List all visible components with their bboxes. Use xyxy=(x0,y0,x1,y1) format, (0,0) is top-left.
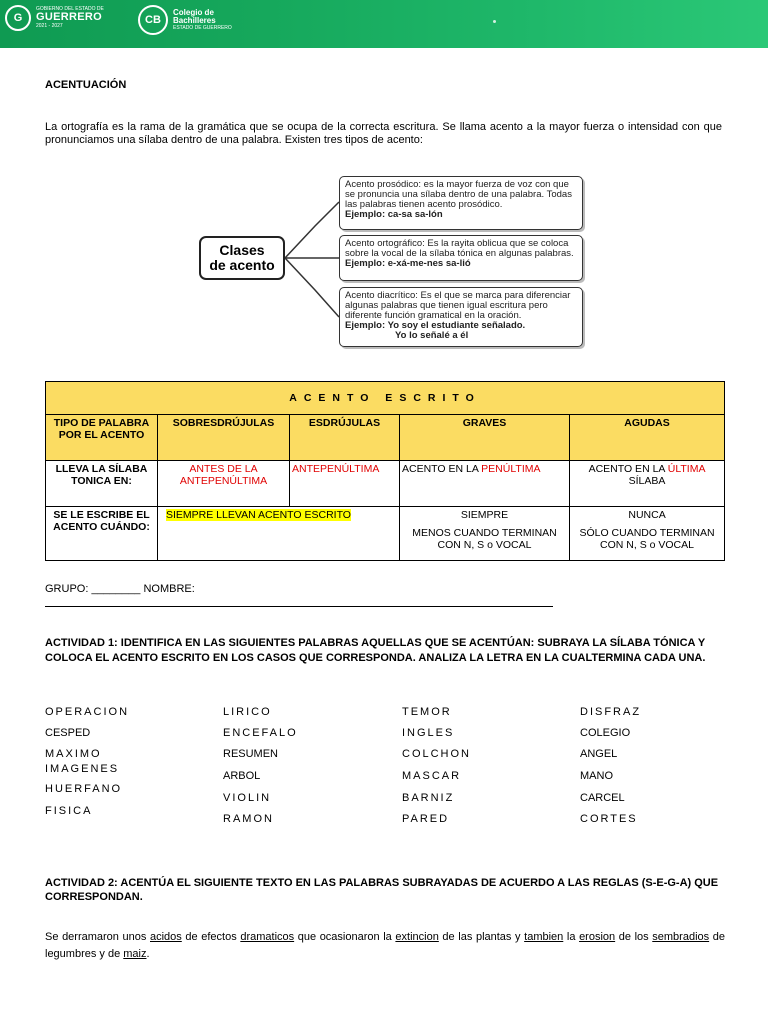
list-item: TEMOR xyxy=(402,706,452,718)
cobach-line3: ESTADO DE GUERRERO xyxy=(173,24,232,31)
list-item: LIRICO xyxy=(223,706,272,718)
row2-agudas-main: NUNCA xyxy=(628,509,666,521)
row2-always-text: SIEMPRE LLEVAN ACENTO ESCRITO xyxy=(166,509,351,521)
document-title: ACENTUACIÓN xyxy=(45,79,127,91)
row1-agudas-post: SÍLABA xyxy=(628,475,666,487)
header-graves: GRAVES xyxy=(400,415,570,461)
prosodic-text: Acento prosódico: es la mayor fuerza de voz con que se pronuncia una sílaba dentro de una palabra. Todas las palabras tienen acento prosódico. xyxy=(345,179,572,210)
row1-graves-pre: ACENTO EN LA xyxy=(402,463,482,475)
row1-sobresdrujulas: ANTES DE LA ANTEPENÚLTIMA xyxy=(158,461,290,507)
row1-esdrujulas: ANTEPENÚLTIMA xyxy=(290,461,400,507)
row2-agudas-exception: SÓLO CUANDO TERMINAN CON N, S o VOCAL xyxy=(579,527,715,551)
table-row xyxy=(46,461,725,507)
activity2-instruction: ACTIVIDAD 2: ACENTÚA EL SIGUIENTE TEXTO EN LAS PALABRAS SUBRAYADAS DE ACUERDO A LAS REGLAS (S-E-G-A) QUE CORRESPONDAN. xyxy=(45,877,719,903)
gov-years: 2021 - 2027 xyxy=(36,22,63,29)
header-tipo: TIPO DE PALABRA POR EL ACENTO xyxy=(46,415,158,461)
row2-graves-exception: MENOS CUANDO TERMINAN CON N, S o VOCAL xyxy=(412,527,557,551)
list-item: ANGEL xyxy=(580,748,618,760)
diacritic-example-2: Yo lo señalé a él xyxy=(395,330,469,341)
intro-paragraph: La ortografía es la rama de la gramática que se ocupa de la correcta escritura. Se llama acento a la mayor fuerza o intensidad con que pronunciamos una sílaba dentro de una palabra. Existen tres tipos de acento: xyxy=(45,121,722,146)
text-segment: de las plantas y xyxy=(438,931,525,943)
name-underline xyxy=(45,606,553,607)
underlined-word: dramaticos xyxy=(240,931,295,943)
row2-graves xyxy=(400,507,570,561)
list-item: MASCAR xyxy=(402,770,462,782)
list-item: MANO xyxy=(580,770,613,782)
orthographic-example: Ejemplo: e-xá-me-nes sa-lió xyxy=(345,258,471,269)
list-item: ARBOL xyxy=(223,770,261,782)
list-item: MAXIMO xyxy=(45,748,102,760)
list-item: VIOLIN xyxy=(223,792,272,804)
underlined-word: maiz xyxy=(123,948,147,960)
list-item: BARNIZ xyxy=(402,792,455,804)
list-item: COLCHON xyxy=(402,748,472,760)
table-header-row xyxy=(46,415,725,461)
header-esdrujulas: ESDRÚJULAS xyxy=(290,415,400,461)
state-seal-icon: G xyxy=(5,5,31,31)
cobach-logo xyxy=(138,5,232,35)
row1-graves-highlight: PENÚLTIMA xyxy=(481,463,541,475)
diacritic-accent-box xyxy=(339,287,583,347)
table-title: ACENTO ESCRITO xyxy=(46,382,725,415)
list-item: OPERACION xyxy=(45,706,130,718)
prosodic-accent-box xyxy=(339,176,583,230)
row2-graves-main: SIEMPRE xyxy=(460,509,509,521)
header-agudas: AGUDAS xyxy=(570,415,725,461)
underlined-word: tambien xyxy=(524,931,564,943)
table-row xyxy=(46,507,725,561)
list-item: CORTES xyxy=(580,813,638,825)
list-item: RESUMEN xyxy=(223,748,279,760)
row1-agudas-pre: ACENTO EN LA xyxy=(588,463,668,475)
list-item: CARCEL xyxy=(580,792,625,804)
list-item: ENCEFALO xyxy=(223,727,298,739)
text-segment: que ocasionaron la xyxy=(294,931,396,943)
diacritic-example-1: Ejemplo: Yo soy el estudiante señalado. xyxy=(345,320,526,331)
row1-graves xyxy=(400,461,570,507)
list-item: CESPED xyxy=(45,727,91,739)
underlined-word: erosion xyxy=(579,931,616,943)
activity2-paragraph xyxy=(45,929,725,963)
list-item: DISFRAZ xyxy=(580,706,642,718)
table-title-row xyxy=(46,382,725,415)
header-banner xyxy=(0,0,768,48)
underlined-word: sembradios xyxy=(652,931,710,943)
text-segment: de legumbres y de xyxy=(45,931,725,960)
accent-table xyxy=(45,381,725,561)
underlined-word: acidos xyxy=(150,931,182,943)
grupo-nombre-field[interactable]: GRUPO: ________ NOMBRE: xyxy=(45,583,195,595)
center-line2: de acento xyxy=(209,257,275,273)
gov-name: GUERRERO xyxy=(36,11,102,24)
list-item: IMAGENES xyxy=(45,763,120,775)
diagram-center-box xyxy=(199,236,285,280)
text-segment: . xyxy=(146,948,150,960)
text-segment: la xyxy=(563,931,580,943)
list-item: HUERFANO xyxy=(45,783,123,795)
row2-label: SE LE ESCRIBE EL ACENTO CUÁNDO: xyxy=(46,507,158,561)
cobach-line2: Bachilleres xyxy=(173,16,216,26)
diacritic-text: Acento diacrítico: Es el que se marca para diferenciar algunas palabras que tienen igual escritura pero diferente función gramatical en la oración. xyxy=(345,290,571,321)
header-sobresdrujulas: SOBRESDRÚJULAS xyxy=(158,415,290,461)
list-item: INGLES xyxy=(402,727,455,739)
text-segment: de efectos xyxy=(181,931,241,943)
text-segment: Se derramaron unos xyxy=(45,931,150,943)
row1-agudas xyxy=(570,461,725,507)
row2-sobre-esdr xyxy=(158,507,400,561)
list-item: PARED xyxy=(402,813,450,825)
text-segment: de los xyxy=(615,931,653,943)
underlined-word: extincion xyxy=(395,931,439,943)
center-line1: Clases xyxy=(219,242,265,258)
guerrero-logo xyxy=(5,5,104,31)
gov-small-text: GOBIERNO DEL ESTADO DE xyxy=(36,5,104,12)
orthographic-text: Acento ortográfico: Es la rayita oblicua que se coloca sobre la vocal de la sílaba tónica en algunas palabras. xyxy=(345,238,574,259)
row1-label: LLEVA LA SÍLABA TONICA EN: xyxy=(46,461,158,507)
cobach-line1: Colegio de xyxy=(173,7,214,17)
cobach-seal-icon: CB xyxy=(138,5,168,35)
list-item: COLEGIO xyxy=(580,727,631,739)
list-item: FISICA xyxy=(45,805,93,817)
orthographic-accent-box xyxy=(339,235,583,281)
prosodic-example: Ejemplo: ca-sa sa-lón xyxy=(345,209,443,220)
activity1-instruction: ACTIVIDAD 1: IDENTIFICA EN LAS SIGUIENTES PALABRAS AQUELLAS QUE SE ACENTÚAN: SUBRAYA LA SÍLABA TÓNICA Y COLOCA EL ACENTO ESCRITO EN LOS CASOS QUE CORRESPONDA. ANALIZA LA LETRA EN LA CUALTERMINA CADA UNA. xyxy=(45,637,706,664)
accent-types-diagram xyxy=(185,172,590,350)
list-item: RAMON xyxy=(223,813,274,825)
header-dot xyxy=(493,20,496,23)
row2-agudas xyxy=(570,507,725,561)
row1-agudas-highlight: ÚLTIMA xyxy=(667,463,706,475)
